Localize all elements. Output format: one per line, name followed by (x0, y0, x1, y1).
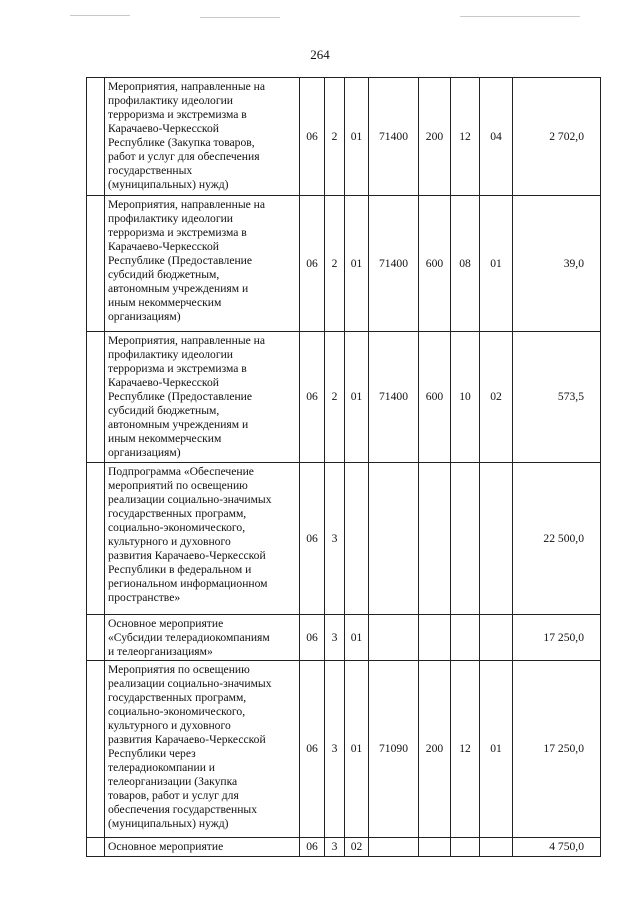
code-subdivision: 01 (480, 661, 513, 838)
blank-cell (87, 463, 105, 615)
code-expense-type: 200 (419, 661, 451, 838)
code-main-measure: 01 (345, 196, 369, 332)
code-section: 06 (300, 332, 325, 463)
code-main-measure: 01 (345, 332, 369, 463)
code-section: 06 (300, 463, 325, 615)
code-subdivision: 01 (480, 196, 513, 332)
code-section: 06 (300, 615, 325, 661)
table-row (87, 615, 601, 661)
row-description: Подпрограмма «Обеспечение мероприятий по освещению реализации социально-значимых государственных программ, социально-экономического, культурного и духовного развития Карачаево-Черкесской Республики в федеральном и региональном информационном пространстве» (105, 463, 300, 615)
row-amount: 4 750,0 (513, 838, 601, 857)
code-expense-type: 600 (419, 332, 451, 463)
code-expense-type (419, 838, 451, 857)
table-row (87, 463, 601, 615)
code-subprogram: 3 (325, 615, 345, 661)
code-main-measure: 02 (345, 838, 369, 857)
code-subprogram: 3 (325, 463, 345, 615)
scan-artifact-top-mid (200, 17, 280, 18)
code-direction: 71400 (369, 332, 419, 463)
code-expense-type: 600 (419, 196, 451, 332)
code-main-measure (345, 463, 369, 615)
blank-cell (87, 661, 105, 838)
table-row (87, 196, 601, 332)
code-division (451, 463, 480, 615)
table-row (87, 332, 601, 463)
code-subdivision (480, 463, 513, 615)
code-direction: 71090 (369, 661, 419, 838)
code-division: 12 (451, 78, 480, 196)
row-amount: 39,0 (513, 196, 601, 332)
code-direction (369, 463, 419, 615)
code-subprogram: 2 (325, 78, 345, 196)
row-description: Мероприятия, направленные на профилактику идеологии терроризма и экстремизма в Карачаево-Черкесской Республике (Закупка товаров, работ и услуг для обеспечения государственных (муниципальных) нужд) (105, 78, 300, 196)
scan-artifact-top-left (70, 15, 130, 16)
row-amount: 22 500,0 (513, 463, 601, 615)
code-division (451, 838, 480, 857)
code-subprogram: 2 (325, 332, 345, 463)
row-description: Основное мероприятие (105, 838, 300, 857)
row-description: Мероприятия по освещению реализации социально-значимых государственных программ, социально-экономического, культурного и духовного развития Карачаево-Черкесской Республики через телерадиокомпании и телеорганизации (Закупка товаров, работ и услуг для обеспечения государственных (муниципальных) нужд) (105, 661, 300, 838)
code-section: 06 (300, 661, 325, 838)
row-description: Мероприятия, направленные на профилактику идеологии терроризма и экстремизма в Карачаево-Черкесской Республике (Предоставление субсидий бюджетным, автономным учреждениям и иным некоммерческим организациям) (105, 196, 300, 332)
code-division: 12 (451, 661, 480, 838)
code-division: 08 (451, 196, 480, 332)
code-subdivision (480, 615, 513, 661)
row-amount: 573,5 (513, 332, 601, 463)
table-row (87, 838, 601, 857)
code-subprogram: 3 (325, 838, 345, 857)
scan-artifact-top-right (460, 16, 580, 17)
code-section: 06 (300, 196, 325, 332)
code-main-measure: 01 (345, 615, 369, 661)
row-amount: 17 250,0 (513, 615, 601, 661)
table-row (87, 78, 601, 196)
code-division (451, 615, 480, 661)
code-section: 06 (300, 838, 325, 857)
blank-cell (87, 332, 105, 463)
row-amount: 17 250,0 (513, 661, 601, 838)
code-direction: 71400 (369, 196, 419, 332)
code-direction (369, 838, 419, 857)
code-section: 06 (300, 78, 325, 196)
code-subdivision (480, 838, 513, 857)
blank-cell (87, 78, 105, 196)
page-number: 264 (310, 47, 330, 62)
row-description: Основное мероприятие «Субсидии телерадиокомпаниям и телеорганизациям» (105, 615, 300, 661)
code-direction (369, 615, 419, 661)
code-division: 10 (451, 332, 480, 463)
code-subdivision: 04 (480, 78, 513, 196)
code-subprogram: 2 (325, 196, 345, 332)
code-expense-type: 200 (419, 78, 451, 196)
table-row (87, 661, 601, 838)
blank-cell (87, 196, 105, 332)
code-main-measure: 01 (345, 78, 369, 196)
code-direction: 71400 (369, 78, 419, 196)
row-description: Мероприятия, направленные на профилактику идеологии терроризма и экстремизма в Карачаево-Черкесской Республике (Предоставление субсидий бюджетным, автономным учреждениям и иным некоммерческим организациям) (105, 332, 300, 463)
blank-cell (87, 838, 105, 857)
budget-table (86, 77, 601, 857)
code-subdivision: 02 (480, 332, 513, 463)
code-expense-type (419, 463, 451, 615)
code-expense-type (419, 615, 451, 661)
code-subprogram: 3 (325, 661, 345, 838)
row-amount: 2 702,0 (513, 78, 601, 196)
blank-cell (87, 615, 105, 661)
code-main-measure: 01 (345, 661, 369, 838)
